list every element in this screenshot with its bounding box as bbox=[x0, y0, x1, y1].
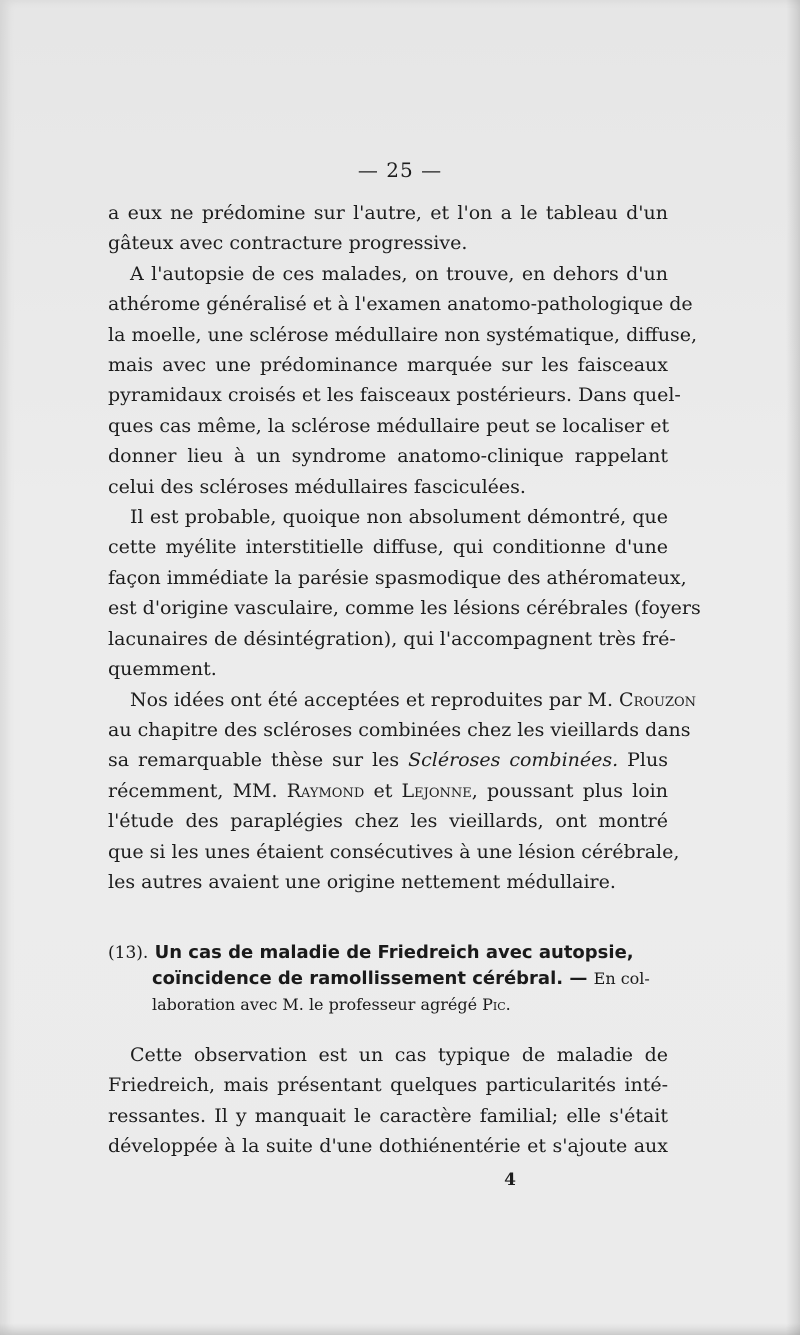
text-segment: , poussant plus loin bbox=[471, 779, 668, 802]
text-line: cette myélite interstitielle diffuse, qui conditionne d'une bbox=[108, 536, 668, 559]
text-line: ques cas même, la sclérose médullaire peut se localiser et bbox=[108, 414, 670, 437]
page-number: — 25 — bbox=[357, 158, 443, 182]
text-line: au chapitre des scléroses combinées chez les vieillards dans bbox=[108, 718, 691, 741]
text-line: l'étude des paraplégies chez les vieillards, ont montré bbox=[108, 810, 668, 833]
text-line bbox=[108, 776, 668, 806]
section-title-cont: coïncidence de ramollissement cérébral. bbox=[152, 968, 564, 989]
text-line: la moelle, une sclérose médullaire non systématique, diffuse, bbox=[108, 323, 698, 346]
text-line: développée à la suite d'une dothiénentérie et s'ajoute aux bbox=[108, 1135, 668, 1158]
text-line: ressantes. Il y manquait le caractère familial; elle s'était bbox=[108, 1104, 668, 1127]
body-text-top bbox=[108, 198, 701, 897]
signature-mark: 4 bbox=[504, 1170, 516, 1190]
text-segment: Plus bbox=[618, 749, 668, 772]
text-line: les autres avaient une origine nettement médullaire. bbox=[108, 870, 616, 893]
page-shadow-right bbox=[786, 0, 800, 1335]
text-line: lacunaires de désintégration), qui l'accompagnent très fré- bbox=[108, 627, 676, 650]
author-name: Raymond bbox=[286, 779, 365, 802]
section-heading bbox=[108, 940, 676, 1018]
heading-line bbox=[108, 992, 676, 1018]
text-segment: sa remarquable thèse sur les bbox=[108, 749, 409, 772]
cited-title: Scléroses combinées. bbox=[408, 749, 619, 772]
text-segment: Nos idées ont été acceptées et reproduites par M. bbox=[130, 688, 620, 711]
author-name: Crouzon bbox=[619, 688, 697, 711]
text-line: façon immédiate la parésie spasmodique des athéromateux, bbox=[108, 566, 687, 589]
author-name: Pic. bbox=[482, 995, 511, 1014]
text-line: que si les unes étaient consécutives à une lésion cérébrale, bbox=[108, 840, 680, 863]
section-title: Un cas de maladie de Friedreich avec autopsie, bbox=[154, 942, 634, 963]
section-dash: — bbox=[563, 968, 594, 989]
collaboration-note: laboration avec M. le professeur agrégé bbox=[152, 995, 483, 1014]
text-line: Il est probable, quoique non absolument démontré, que bbox=[130, 506, 668, 529]
text-line: Friedreich, mais présentant quelques particularités inté- bbox=[108, 1074, 668, 1097]
text-line: est d'origine vasculaire, comme les lésions cérébrales (foyers bbox=[108, 597, 701, 620]
text-line bbox=[108, 745, 668, 775]
heading-line bbox=[108, 940, 676, 966]
collaboration-note: En col- bbox=[593, 969, 650, 988]
text-line: quemment. bbox=[108, 658, 217, 681]
text-line: athérome généralisé et à l'examen anatomo-pathologique de bbox=[108, 293, 693, 316]
text-segment: et bbox=[364, 779, 402, 802]
body-text-bottom bbox=[108, 1040, 668, 1162]
text-line: A l'autopsie de ces malades, on trouve, en dehors d'un bbox=[130, 262, 668, 285]
text-line: celui des scléroses médullaires fasciculées. bbox=[108, 475, 526, 498]
text-line: donner lieu à un syndrome anatomo-clinique rappelant bbox=[108, 445, 668, 468]
section-number: (13). bbox=[108, 943, 149, 963]
page-shadow-bottom bbox=[0, 1323, 800, 1335]
text-line bbox=[108, 685, 697, 715]
text-line: mais avec une prédominance marquée sur les faisceaux bbox=[108, 354, 668, 377]
text-line: Cette observation est un cas typique de maladie de bbox=[130, 1044, 668, 1066]
text-line: pyramidaux croisés et les faisceaux postérieurs. Dans quel- bbox=[108, 384, 681, 407]
text-line: gâteux avec contracture progressive. bbox=[108, 232, 468, 255]
text-line: a eux ne prédomine sur l'autre, et l'on a le tableau d'un bbox=[108, 202, 668, 224]
heading-line bbox=[108, 966, 676, 992]
text-segment: récemment, MM. bbox=[108, 779, 287, 802]
author-name: Lejonne bbox=[401, 779, 472, 802]
